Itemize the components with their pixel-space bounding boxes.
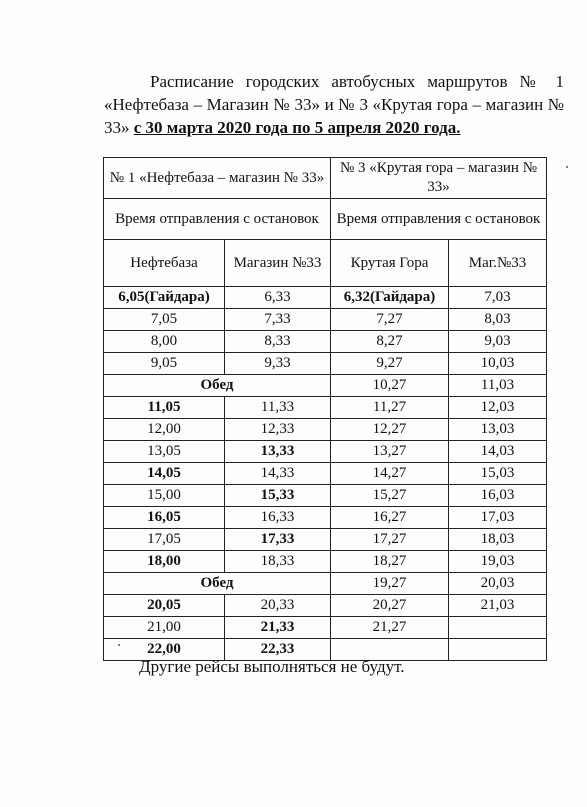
magazin-time: 14,33	[225, 463, 331, 485]
col-header-magazin: Магазин №33	[225, 240, 331, 287]
neftebaza-time: 16,05	[104, 507, 225, 529]
route3-subheader: Время отправления с остановок	[331, 199, 547, 240]
krutaya-gora-time: 6,32(Гайдара)	[331, 287, 449, 309]
mag33-time: 11,03	[449, 375, 547, 397]
magazin-time: 11,33	[225, 397, 331, 419]
schedule-row	[104, 375, 547, 397]
magazin-time: 8,33	[225, 331, 331, 353]
neftebaza-time: 11,05	[104, 397, 225, 419]
schedule-row	[104, 529, 547, 551]
krutaya-gora-time: 14,27	[331, 463, 449, 485]
magazin-time: 16,33	[225, 507, 331, 529]
magazin-time: 15,33	[225, 485, 331, 507]
col-header-krutaya-gora: Крутая Гора	[331, 240, 449, 287]
magazin-time: 7,33	[225, 309, 331, 331]
krutaya-gora-time: 20,27	[331, 595, 449, 617]
mag33-time: 9,03	[449, 331, 547, 353]
magazin-time: 12,33	[225, 419, 331, 441]
column-header-row	[104, 240, 547, 287]
mag33-time: 21,03	[449, 595, 547, 617]
krutaya-gora-time: 12,27	[331, 419, 449, 441]
neftebaza-time: 22,00	[104, 639, 225, 661]
col-header-neftebaza: Нефтебаза	[104, 240, 225, 287]
neftebaza-time: 14,05	[104, 463, 225, 485]
krutaya-gora-time: 7,27	[331, 309, 449, 331]
neftebaza-time: 21,00	[104, 617, 225, 639]
schedule-row	[104, 617, 547, 639]
scan-speck	[566, 166, 568, 168]
neftebaza-time: 8,00	[104, 331, 225, 353]
schedule-row	[104, 573, 547, 595]
schedule-row	[104, 353, 547, 375]
neftebaza-time: 20,05	[104, 595, 225, 617]
route-header-row	[104, 158, 547, 199]
route1-header: № 1 «Нефтебаза – магазин № 33»	[104, 158, 331, 199]
document-title	[104, 70, 564, 139]
mag33-time: 7,03	[449, 287, 547, 309]
magazin-time: 21,33	[225, 617, 331, 639]
krutaya-gora-time: 19,27	[331, 573, 449, 595]
schedule-row	[104, 309, 547, 331]
col-header-mag33: Маг.№33	[449, 240, 547, 287]
neftebaza-time: 9,05	[104, 353, 225, 375]
neftebaza-time: 17,05	[104, 529, 225, 551]
magazin-time: 9,33	[225, 353, 331, 375]
magazin-time: 6,33	[225, 287, 331, 309]
mag33-time: 19,03	[449, 551, 547, 573]
schedule-row	[104, 485, 547, 507]
mag33-time: 16,03	[449, 485, 547, 507]
mag33-time: 18,03	[449, 529, 547, 551]
schedule-row	[104, 441, 547, 463]
route1-subheader: Время отправления с остановок	[104, 199, 331, 240]
schedule-row	[104, 397, 547, 419]
schedule-row	[104, 419, 547, 441]
neftebaza-time: 18,00	[104, 551, 225, 573]
krutaya-gora-time: 8,27	[331, 331, 449, 353]
magazin-time: 13,33	[225, 441, 331, 463]
neftebaza-time: 7,05	[104, 309, 225, 331]
magazin-time: 20,33	[225, 595, 331, 617]
lunch-break-cell: Обед	[104, 375, 331, 397]
mag33-time: 14,03	[449, 441, 547, 463]
schedule-row	[104, 463, 547, 485]
title-date-range: с 30 марта 2020 года по 5 апреля 2020 года.	[133, 118, 461, 137]
krutaya-gora-time: 15,27	[331, 485, 449, 507]
krutaya-gora-time: 16,27	[331, 507, 449, 529]
neftebaza-time: 15,00	[104, 485, 225, 507]
neftebaza-time: 6,05(Гайдара)	[104, 287, 225, 309]
title-text: Расписание городских автобусных маршрутов № 1 «Нефтебаза – Магазин № 33» и № 3 «Крутая гора – магазин № 33»	[104, 72, 564, 137]
neftebaza-time: 13,05	[104, 441, 225, 463]
krutaya-gora-time: 11,27	[331, 397, 449, 419]
mag33-time	[449, 617, 547, 639]
mag33-time: 13,03	[449, 419, 547, 441]
schedule-row	[104, 595, 547, 617]
mag33-time: 8,03	[449, 309, 547, 331]
mag33-time: 17,03	[449, 507, 547, 529]
krutaya-gora-time: 13,27	[331, 441, 449, 463]
schedule-row	[104, 507, 547, 529]
schedule-row	[104, 287, 547, 309]
mag33-time: 10,03	[449, 353, 547, 375]
mag33-time: 15,03	[449, 463, 547, 485]
krutaya-gora-time: 18,27	[331, 551, 449, 573]
footer-note: Другие рейсы выполняться не будут.	[139, 657, 405, 676]
magazin-time: 18,33	[225, 551, 331, 573]
krutaya-gora-time: 10,27	[331, 375, 449, 397]
schedule-row	[104, 331, 547, 353]
krutaya-gora-time: 17,27	[331, 529, 449, 551]
lunch-break-cell: Обед	[104, 573, 331, 595]
mag33-time	[449, 639, 547, 661]
route3-header: № 3 «Крутая гора – магазин № 33»	[331, 158, 547, 199]
krutaya-gora-time: 9,27	[331, 353, 449, 375]
magazin-time: 17,33	[225, 529, 331, 551]
neftebaza-time: 12,00	[104, 419, 225, 441]
subheader-row	[104, 199, 547, 240]
krutaya-gora-time: 21,27	[331, 617, 449, 639]
schedule-row	[104, 551, 547, 573]
mag33-time: 20,03	[449, 573, 547, 595]
scan-speck	[118, 644, 120, 646]
schedule-table	[103, 157, 547, 661]
magazin-time: 22,33	[225, 639, 331, 661]
mag33-time: 12,03	[449, 397, 547, 419]
